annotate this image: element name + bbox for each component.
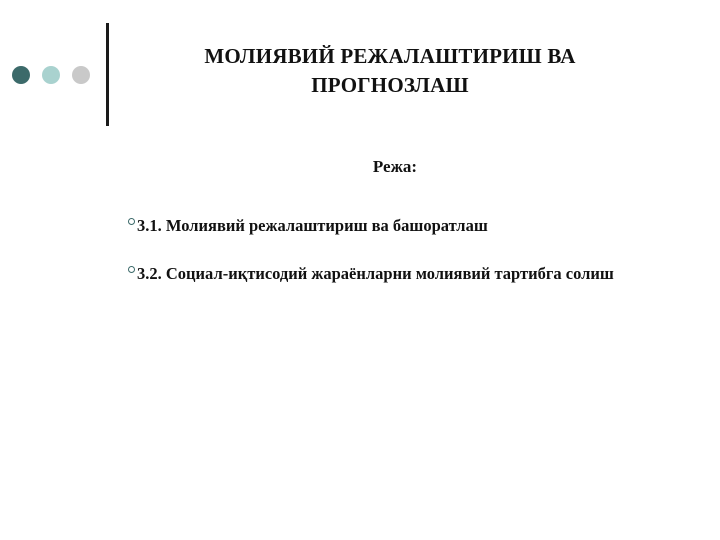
ring-bullet-icon [128, 218, 135, 225]
slide-title-line-1: МОЛИЯВИЙ РЕЖАЛАШТИРИШ ВА [204, 44, 576, 68]
dark-teal-dot-icon [12, 66, 30, 84]
vertical-divider [106, 23, 109, 126]
slide-title [130, 42, 650, 100]
gray-dot-icon [72, 66, 90, 84]
light-teal-dot-icon [42, 66, 60, 84]
slide-title-line-2: ПРОГНОЗЛАШ [311, 73, 469, 97]
plan-list-item-text: 3.1. Молиявий режалаштириш ва башоратлаш [137, 216, 488, 235]
decorative-dots [12, 66, 90, 84]
ring-bullet-icon [128, 266, 135, 273]
plan-list [128, 214, 668, 310]
plan-list-item [128, 214, 668, 237]
plan-list-item [128, 262, 668, 285]
plan-heading: Режа: [372, 157, 418, 176]
plan-list-item-text: 3.2. Социал-иқтисодий жараёнларни молиявий тартибга солиш [137, 264, 614, 283]
